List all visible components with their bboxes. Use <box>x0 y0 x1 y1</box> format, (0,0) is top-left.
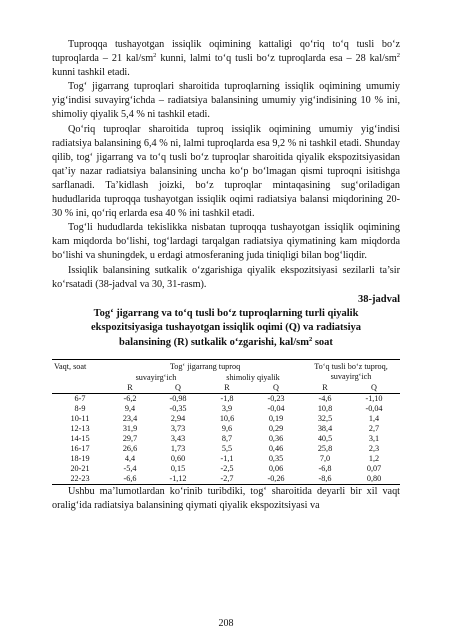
data-table <box>52 359 400 485</box>
table-label: 38-jadval <box>358 293 400 305</box>
table-cell: 9,6 <box>221 423 233 433</box>
table-title-line: Tog‘ jigarrang va to‘q tusli bo‘z tuproqlarning turli qiyalik <box>93 307 359 319</box>
header-r: R <box>108 383 152 394</box>
table-cell: 2,94 <box>170 413 186 423</box>
table-body <box>52 393 400 484</box>
table-cell: -6,6 <box>108 474 152 485</box>
table-title-line: ekspozitsiyasiga tushayotgan issiqlik oqimi (Q) va radiatsiya <box>90 322 362 334</box>
table-cell: 7,0 <box>319 453 331 463</box>
superscript: 2 <box>153 52 157 60</box>
header-q: Q <box>250 383 302 394</box>
table-cell-time: 10-11 <box>70 413 90 423</box>
table-cell: -1,1 <box>220 453 234 463</box>
paragraph-virgin-soils: Qo‘riq tuproqlar sharoitida tuproq issiqlik oqimining umumiy yig‘indisi radiatsiya balansining 6,4 % ni, lalmi tuproqlarda esa 9,2 % ni tashkil etadi. Shunday qilib, tog‘ jigarrang va to‘q tusli bo‘z tuproqlar sharoitida qiyalik ekspozitsiyasidan qat’iy nazar radiatsiya balansining uncha ko‘p bo‘lmagan qismi tuproqni isitishga sarflanadi. Ta’kidlash joizki, bo‘z tuproqlar mintaqasining sug‘oriladigan hududlarida tuproqqa tushayotgan issiqlik oqimi radiatsiya balansi miqdorining 20-30 % ini, qo‘riq erlarda esa 40 % ini tashkil etadi. <box>52 123 400 220</box>
table-cell: -2,5 <box>220 463 234 473</box>
table-cell: 0,60 <box>170 453 186 463</box>
table-cell: -0,23 <box>267 393 285 403</box>
table-cell-time: 12-13 <box>70 423 90 433</box>
table-cell: 3,43 <box>170 433 186 443</box>
table-cell-time: 8-9 <box>74 403 86 413</box>
header-r: R <box>302 383 348 394</box>
superscript: 2 <box>396 52 400 60</box>
table-cell: -5,4 <box>123 463 137 473</box>
table-cell-time: 18-19 <box>70 453 90 463</box>
header-group-grey-soil: To‘q tusli bo‘z tuproq, suvayirg‘ich <box>302 359 400 383</box>
table-row <box>52 424 400 434</box>
table-cell-time: 22-23 <box>52 474 108 485</box>
paragraph-conclusion: Ushbu ma’lumotlardan ko‘rinib turibdiki, tog‘ sharoitida deyarli bir xil vaqt oralig‘ida radiatsiya balansining qiymati qiyalik ekspozitsiyasi va <box>52 485 400 511</box>
header-r: R <box>204 383 250 394</box>
table-cell: -6,2 <box>123 393 137 403</box>
table-cell: 4,4 <box>124 453 136 463</box>
table-cell: -8,6 <box>302 474 348 485</box>
table-cell: -0,35 <box>169 403 187 413</box>
table-row <box>52 444 400 454</box>
table-cell: -6,8 <box>318 463 332 473</box>
table-cell: 0,80 <box>348 474 400 485</box>
header-time: Vaqt, soat <box>52 359 108 383</box>
table-cell: -4,6 <box>318 393 332 403</box>
table-cell: 1,2 <box>368 453 380 463</box>
paragraph-text: kunni, lalmi to‘q tusli bo‘z tuproqlarda esa – 28 kal/sm <box>156 53 397 65</box>
table-cell: 1,73 <box>170 443 186 453</box>
paragraph-daily-variation: Issiqlik balansining sutkalik o‘zgarishiga qiyalik ekspozitsiyasi sezilarli ta’sir ko‘rsatadi (38-jadval va 30, 31-rasm). <box>52 264 400 290</box>
header-q: Q <box>152 383 204 394</box>
table-cell: 29,7 <box>122 433 138 443</box>
table-cell: 0,36 <box>268 433 284 443</box>
table-cell: 31,9 <box>122 423 138 433</box>
paragraph-heat-flux-values <box>52 38 400 80</box>
table-row <box>52 464 400 474</box>
table-cell: -1,10 <box>365 393 383 403</box>
paragraph-mountain-regions: Tog‘li hududlarda tekislikka nisbatan tuproqqa tushayotgan issiqlik oqimining kam miqdorda bo‘lishi, tog‘lardagi tarqalgan radiatsiya qiymatining kam miqdorda bo‘lishi va shuningdek, u erdagi atmosferaning juda tiniqligi bilan bog‘liqdir. <box>52 222 400 262</box>
table-row <box>52 454 400 464</box>
table-cell: 0,06 <box>268 463 284 473</box>
table-cell: 10,8 <box>317 403 333 413</box>
table-cell: 3,1 <box>368 433 380 443</box>
table-row <box>52 393 400 404</box>
table-cell: 26,6 <box>122 443 138 453</box>
table-cell: 0,07 <box>366 463 382 473</box>
table-cell: -0,26 <box>250 474 302 485</box>
header-empty <box>52 383 108 394</box>
table-cell: 0,15 <box>170 463 186 473</box>
table-cell: 40,5 <box>317 433 333 443</box>
table-cell: 2,7 <box>368 423 380 433</box>
table-row <box>52 434 400 444</box>
page-number: 208 <box>218 618 234 629</box>
table-cell: 32,5 <box>317 413 333 423</box>
header-watershed: suvayirg‘ich <box>135 372 177 382</box>
table-cell: 9,4 <box>124 403 136 413</box>
paragraph-mountain-soils: Tog‘ jigarrang tuproqlari sharoitida tuproqlarning issiqlik oqimining umumiy yig‘indisi suvayirg‘ichda – radiatsiya balansining umumiy yig‘indisining 10 % ini, shimoliy qiyalik 5,4 % ni tashkil etadi. <box>52 81 400 121</box>
table-cell-time: 6-7 <box>74 393 86 403</box>
table-cell: 25,8 <box>317 443 333 453</box>
table-cell-time: 16-17 <box>70 443 90 453</box>
table-cell: 0,29 <box>268 423 284 433</box>
table-cell: -0,04 <box>267 403 285 413</box>
table-cell-time: 20-21 <box>70 463 90 473</box>
paragraph-text: Tuproqqa tushayotgan issiqlik oqimining kattaligi qo‘riq to‘q tusli bo‘z tuproqlarda – 21 kal/sm <box>52 39 400 65</box>
header-north-slope: shimoliy qiyalik <box>226 372 280 382</box>
table-cell: 3,73 <box>170 423 186 433</box>
table-cell: -1,8 <box>220 393 234 403</box>
table-cell: 0,19 <box>268 413 284 423</box>
table-cell: 0,35 <box>268 453 284 463</box>
table-row <box>52 414 400 424</box>
table-cell: -2,7 <box>204 474 250 485</box>
table-title-line: balansining (R) sutkalik o‘zgarishi, kal/$sm^2$ soat <box>119 335 333 348</box>
header-group-mountain: Tog‘ jigarrang tuproq <box>108 359 302 372</box>
table-row <box>52 474 400 485</box>
table-cell-time: 14-15 <box>70 433 90 443</box>
table-cell: 1,4 <box>368 413 380 423</box>
table-title <box>52 307 400 350</box>
table-cell: 8,7 <box>221 433 233 443</box>
table-cell: 5,5 <box>221 443 233 453</box>
table-cell: 38,4 <box>317 423 333 433</box>
header-q: Q <box>348 383 400 394</box>
paragraph-text: kunni tashkil etadi. <box>52 67 130 79</box>
table-row <box>52 404 400 414</box>
table-cell: 23,4 <box>122 413 138 423</box>
table-cell: 2,3 <box>368 443 380 453</box>
page-content <box>52 38 400 513</box>
table-cell: 0,46 <box>268 443 284 453</box>
table-cell: 3,9 <box>221 403 233 413</box>
table-cell: -1,12 <box>152 474 204 485</box>
table-cell: 10,6 <box>219 413 235 423</box>
table-cell: -0,98 <box>169 393 187 403</box>
table-cell: -0,04 <box>365 403 383 413</box>
